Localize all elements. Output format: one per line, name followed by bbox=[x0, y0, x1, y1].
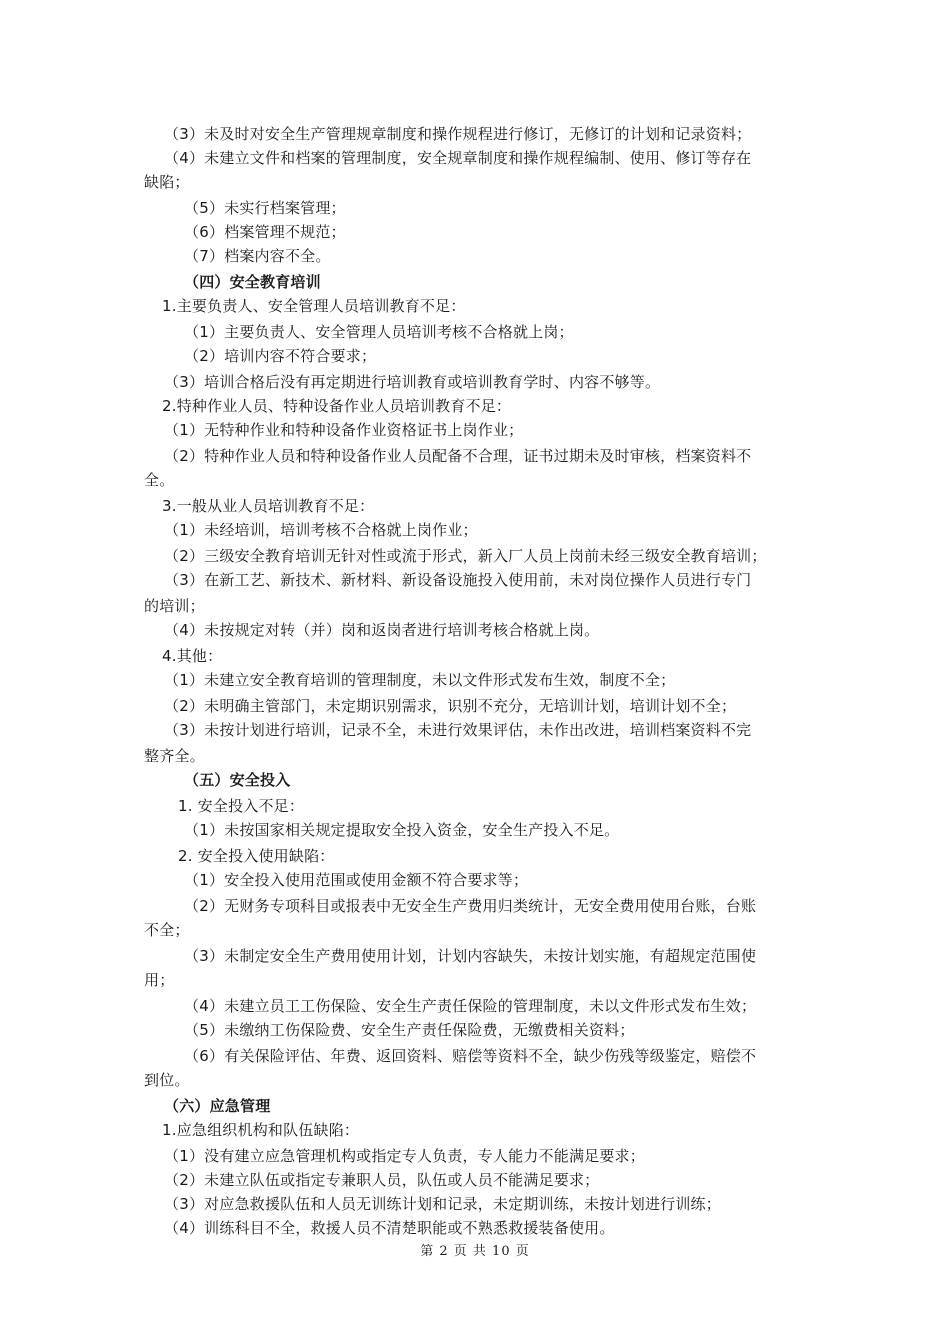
text-line: （2）三级安全教育培训无针对性或流于形式，新入厂人员上岗前未经三级安全教育培训； bbox=[164, 547, 767, 565]
text-line: （3）未制定安全生产费用使用计划，计划内容缺失，未按计划实施，有超规定范围使 bbox=[184, 947, 757, 965]
text-line: （3）对应急救援队伍和人员无训练计划和记录，未定期训练，未按计划进行训练； bbox=[164, 1195, 721, 1213]
text-line: 2.特种作业人员、特种设备作业人员培训教育不足： bbox=[162, 397, 512, 415]
text-line: 全。 bbox=[144, 471, 175, 489]
text-line: 1.应急组织机构和队伍缺陷： bbox=[162, 1121, 360, 1139]
text-line: （1）没有建立应急管理机构或指定专人负责，专人能力不能满足要求； bbox=[164, 1147, 645, 1165]
text-line: （1）主要负责人、安全管理人员培训考核不合格就上岗； bbox=[184, 323, 574, 341]
text-line: 用； bbox=[144, 971, 175, 989]
text-line: （2）特种作业人员和特种设备作业人员配备不合理，证书过期未及时审核，档案资料不 bbox=[164, 447, 752, 465]
text-line: （6）有关保险评估、年费、返回资料、赔偿等资料不全，缺少伤残等级鉴定，赔偿不 bbox=[184, 1047, 757, 1065]
text-line: （2）无财务专项科目或报表中无安全生产费用归类统计，无安全费用使用台账，台账 bbox=[184, 897, 757, 915]
text-line: 1. 安全投入不足： bbox=[178, 797, 305, 815]
text-line: （7）档案内容不全。 bbox=[184, 247, 331, 265]
text-line: 4.其他： bbox=[162, 647, 223, 665]
text-line: （2）培训内容不符合要求； bbox=[184, 347, 377, 365]
section-heading: （六）应急管理 bbox=[164, 1097, 271, 1115]
text-line: 整齐全。 bbox=[144, 747, 205, 765]
text-line: （4）未建立文件和档案的管理制度，安全规章制度和操作规程编制、使用、修订等存在 bbox=[164, 149, 752, 167]
text-line: （4）未建立员工工伤保险、安全生产责任保险的管理制度，未以文件形式发布生效； bbox=[184, 997, 757, 1015]
text-line: 2. 安全投入使用缺陷： bbox=[178, 847, 335, 865]
text-line: （1）未建立安全教育培训的管理制度，未以文件形式发布生效，制度不全； bbox=[164, 671, 676, 689]
text-line: （3）培训合格后没有再定期进行培训教育或培训教育学时、内容不够等。 bbox=[164, 373, 661, 391]
text-line: （2）未明确主管部门，未定期识别需求，识别不充分，无培训计划，培训计划不全； bbox=[164, 697, 737, 715]
text-line: （1）安全投入使用范围或使用金额不符合要求等； bbox=[184, 871, 529, 889]
text-line: （1）无特种作业和特种设备作业资格证书上岗作业； bbox=[164, 421, 524, 439]
text-line: （2）未建立队伍或指定专兼职人员，队伍或人员不能满足要求； bbox=[164, 1171, 600, 1189]
text-line: 1.主要负责人、安全管理人员培训教育不足： bbox=[162, 297, 466, 315]
text-line: （3）在新工艺、新技术、新材料、新设备设施投入使用前，未对岗位操作人员进行专门 bbox=[164, 571, 752, 589]
text-line: 不全； bbox=[144, 921, 190, 939]
text-line: （5）未缴纳工伤保险费、安全生产责任保险费，无缴费相关资料； bbox=[184, 1021, 635, 1039]
text-line: （1）未经培训，培训考核不合格就上岗作业； bbox=[164, 521, 478, 539]
text-line: （6）档案管理不规范； bbox=[184, 223, 346, 241]
page-footer: 第 2 页 共 10 页 bbox=[420, 1244, 530, 1259]
text-line: （3）未按计划进行培训，记录不全，未进行效果评估，未作出改进，培训档案资料不完 bbox=[164, 721, 752, 739]
text-line: （5）未实行档案管理； bbox=[184, 199, 346, 217]
text-line: 到位。 bbox=[144, 1071, 190, 1089]
section-heading: （四）安全教育培训 bbox=[184, 273, 321, 291]
text-line: 3.一般从业人员培训教育不足： bbox=[162, 497, 375, 515]
text-line: 缺陷； bbox=[144, 173, 190, 191]
text-line: （4）训练科目不全，救援人员不清楚职能或不熟悉救援装备使用。 bbox=[164, 1219, 615, 1237]
section-heading: （五）安全投入 bbox=[184, 771, 291, 789]
text-line: 的培训； bbox=[144, 597, 205, 615]
text-line: （4）未按规定对转（并）岗和返岗者进行培训考核合格就上岗。 bbox=[164, 621, 600, 639]
text-line: （3）未及时对安全生产管理规章制度和操作规程进行修订，无修订的计划和记录资料； bbox=[164, 125, 752, 143]
text-line: （1）未按国家相关规定提取安全投入资金，安全生产投入不足。 bbox=[184, 821, 620, 839]
